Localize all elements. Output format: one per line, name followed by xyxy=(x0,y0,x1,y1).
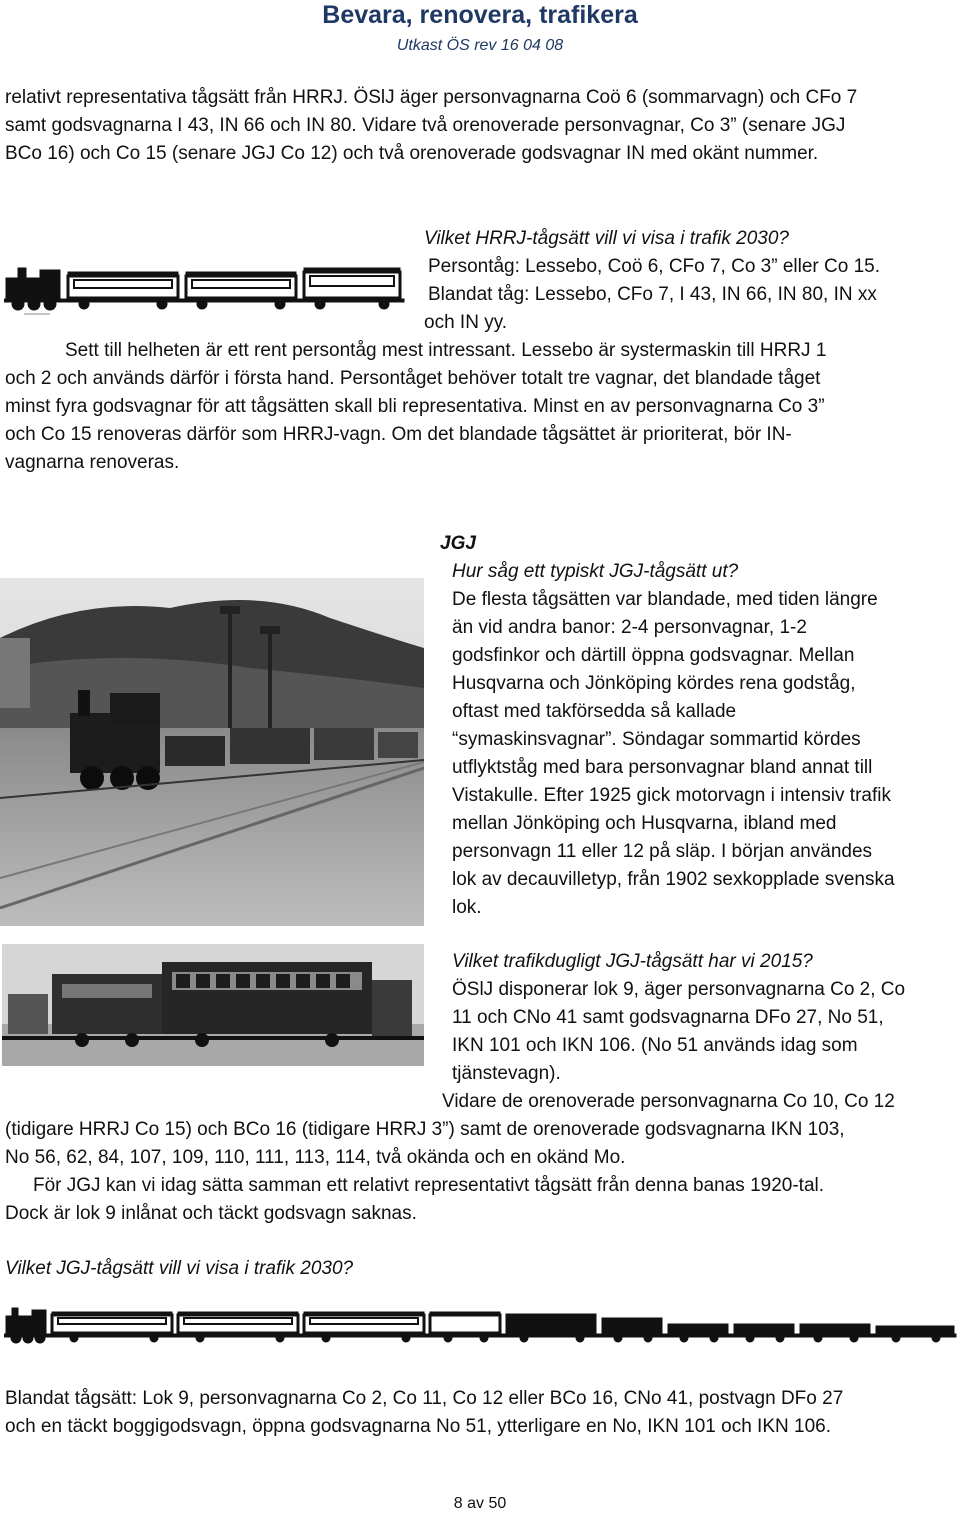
hrrj-question: Vilket HRRJ-tågsätt vill vi visa i trafik 2030? xyxy=(424,228,789,249)
text-line: och en täckt boggigodsvagn, öppna godsvagnarna No 51, ytterligare en No, IKN 101 och IKN 106. xyxy=(5,1416,831,1437)
text-line: Vidare de orenoverade personvagnarna Co 10, Co 12 xyxy=(442,1091,895,1112)
jgj-question-1: Hur såg ett typiskt JGJ-tågsätt ut? xyxy=(452,561,739,582)
text-line: och IN yy. xyxy=(424,312,508,333)
jgj-final xyxy=(5,1385,957,1441)
jgj-text-3 xyxy=(5,1088,957,1228)
text-line: tjänstevagn). xyxy=(452,1063,561,1084)
text-line: mellan Jönköping och Husqvarna, ibland med xyxy=(452,813,837,834)
text-line: (tidigare HRRJ Co 15) och BCo 16 (tidigare HRRJ 3”) samt de orenoverade godsvagnarna IKN 103, xyxy=(5,1119,845,1140)
text-line: samt godsvagnarna I 43, IN 66 och IN 80. Vidare två orenoverade personvagnar, Co 3” (senare JGJ xyxy=(5,115,846,136)
text-line: än vid andra banor: 2-4 personvagnar, 1-2 xyxy=(452,617,807,638)
text-line: oftast med takförsedda så kallade xyxy=(452,701,737,722)
text-line: IKN 101 och IKN 106. (No 51 används idag som xyxy=(452,1035,858,1056)
jgj-text-2 xyxy=(452,976,957,1088)
text-line: vagnarna renoveras. xyxy=(5,452,180,473)
text-line: ÖSlJ disponerar lok 9, äger personvagnarna Co 2, Co xyxy=(452,979,906,1000)
text-line: Persontåg: Lessebo, Coö 6, CFo 7, Co 3” eller Co 15. xyxy=(428,256,881,277)
text-line: BCo 16) och Co 15 (senare JGJ Co 12) och två orenoverade godsvagnar IN med okänt nummer. xyxy=(5,143,819,164)
jgj-question-3: Vilket JGJ-tågsätt vill vi visa i trafik 2030? xyxy=(5,1258,354,1279)
hrrj-body xyxy=(5,337,957,477)
steam-train-photo xyxy=(0,578,424,926)
text-line: lok av decauvilletyp, från 1902 sexkopplade svenska xyxy=(452,869,895,890)
text-line: De flesta tågsätten var blandade, med tiden längre xyxy=(452,589,878,610)
text-line: Husqvarna och Jönköping kördes rena godståg, xyxy=(452,673,856,694)
text-line: personvagn 11 eller 12 på släp. I början användes xyxy=(452,841,873,862)
hrrj-train-silhouette xyxy=(4,258,406,316)
text-line: Vistakulle. Efter 1925 gick motorvagn i intensiv trafik xyxy=(452,785,891,806)
text-line: godsfinkor och därtill öppna godsvagnar. Mellan xyxy=(452,645,855,666)
jgj-question-2: Vilket trafikdugligt JGJ-tågsätt har vi 2015? xyxy=(452,951,813,972)
text-line: Sett till helheten är ett rent persontåg mest intressant. Lessebo är systermaskin till HRRJ 1 xyxy=(65,340,827,361)
jgj-heading: JGJ xyxy=(440,533,476,554)
text-line: Blandat tågsätt: Lok 9, personvagnarna Co 2, Co 11, Co 12 eller BCo 16, CNo 41, postvagn DFo 27 xyxy=(5,1388,844,1409)
hrrj-intro xyxy=(5,84,957,168)
text-line: och 2 och används därför i första hand. Persontåget behöver totalt tre vagnar, det blandade tåget xyxy=(5,368,821,389)
text-line: relativt representativa tågsätt från HRRJ. ÖSlJ äger personvagnarna Coö 6 (sommarvagn) och CFo 7 xyxy=(5,87,858,108)
jgj-train-silhouette xyxy=(4,1304,958,1348)
text-line: Dock är lok 9 inlånat och täckt godsvagn saknas. xyxy=(5,1203,417,1224)
text-line: utflyktståg med bara personvagnar bland annat till xyxy=(452,757,873,778)
text-line: No 56, 62, 84, 107, 109, 110, 111, 113, 114, två okända och en okänd Mo. xyxy=(5,1147,626,1168)
page-number: 8 av 50 xyxy=(453,1495,507,1512)
document-title: Bevara, renovera, trafikera xyxy=(322,1,638,29)
text-line: 11 och CNo 41 samt godsvagnarna DFo 27, No 51, xyxy=(452,1007,884,1028)
text-line: Blandat tåg: Lessebo, CFo 7, I 43, IN 66, IN 80, IN xx xyxy=(428,284,877,305)
text-line: För JGJ kan vi idag sätta samman ett relativt representativt tågsätt från denna banas 1920-tal. xyxy=(33,1175,825,1196)
document-subtitle: Utkast ÖS rev 16 04 08 xyxy=(396,37,564,54)
hrrj-answer xyxy=(424,253,958,337)
text-line: “symaskinsvagnar”. Söndagar sommartid kördes xyxy=(452,729,861,750)
text-line: lok. xyxy=(452,897,482,918)
jgj-text-1 xyxy=(452,586,957,922)
text-line: och Co 15 renoveras därför som HRRJ-vagn. Om det blandade tågsättet är prioriterat, bör IN- xyxy=(5,424,792,445)
text-line: minst fyra godsvagnar för att tågsätten skall bli representativa. Minst en av personvagnarna Co 3” xyxy=(5,396,825,417)
passenger-coach-photo xyxy=(2,944,424,1066)
